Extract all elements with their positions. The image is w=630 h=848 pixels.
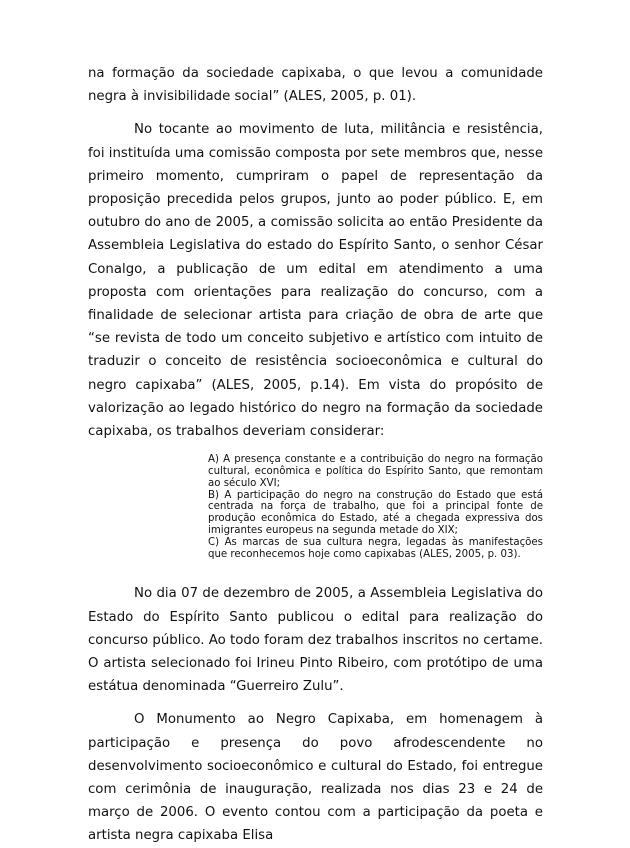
paragraph-1: na formação da sociedade capixaba, o que levou a comunidade negra à invisibilidade social” (ALES, 2005, p. 01). [88, 66, 543, 105]
quote-item-a: A) A presença constante e a contribuição do negro na formação cultural, econômica e política do Espírito Santo, que remontam ao século XVI; [208, 454, 543, 489]
paragraph-4: O Monumento ao Negro Capixaba, em homenagem à participação e presença do povo afrodescendente no desenvolvimento socioeconômico e cultural do Estado, foi entregue com cerimônia de inauguração, realizada nos dias 23 e 24 de março de 2006. O evento contou com a participação da poeta e artista negra capixaba Elisa [88, 712, 543, 844]
document-page [88, 62, 543, 848]
paragraph-2: No tocante ao movimento de luta, militância e resistência, foi instituída uma comissão composta por sete membros que, nesse primeiro momento, cumpriram o papel de representação da proposição precedida pelos grupos, junto ao poder público. E, em outubro do ano de 2005, a comissão solicita ao então Presidente da Assembleia Legislativa do estado do Espírito Santo, o senhor César Conalgo, a publicação de um edital em atendimento a uma proposta com orientações para realização do concurso, com a finalidade de selecionar artista para criação de obra de arte que “se revista de todo um conceito subjetivo e artístico com intuito de traduzir o conceito de resistência socioeconômica e cultural do negro capixaba” (ALES, 2005, p.14). Em vista do propósito de valorização ao legado histórico do negro na formação da sociedade capixaba, os trabalhos deveriam considerar: [88, 122, 543, 440]
quote-item-b: B) A participação do negro na construção do Estado que está centrada na força de trabalho, que foi a principal fonte de produção econômica do Estado, até a chegada expressiva dos imigrantes europeus na segunda metade do XIX; [208, 489, 543, 537]
block-quote [208, 454, 543, 560]
quote-item-c: C) As marcas de sua cultura negra, legadas às manifestações que reconhecemos hoje como capixabas (ALES, 2005, p. 03). [208, 536, 543, 560]
paragraph-3: No dia 07 de dezembro de 2005, a Assembleia Legislativa do Estado do Espírito Santo publicou o edital para realização do concurso público. Ao todo foram dez trabalhos inscritos no certame. O artista selecionado foi Irineu Pinto Ribeiro, com protótipo de uma estátua denominada “Guerreiro Zulu”. [88, 586, 543, 695]
